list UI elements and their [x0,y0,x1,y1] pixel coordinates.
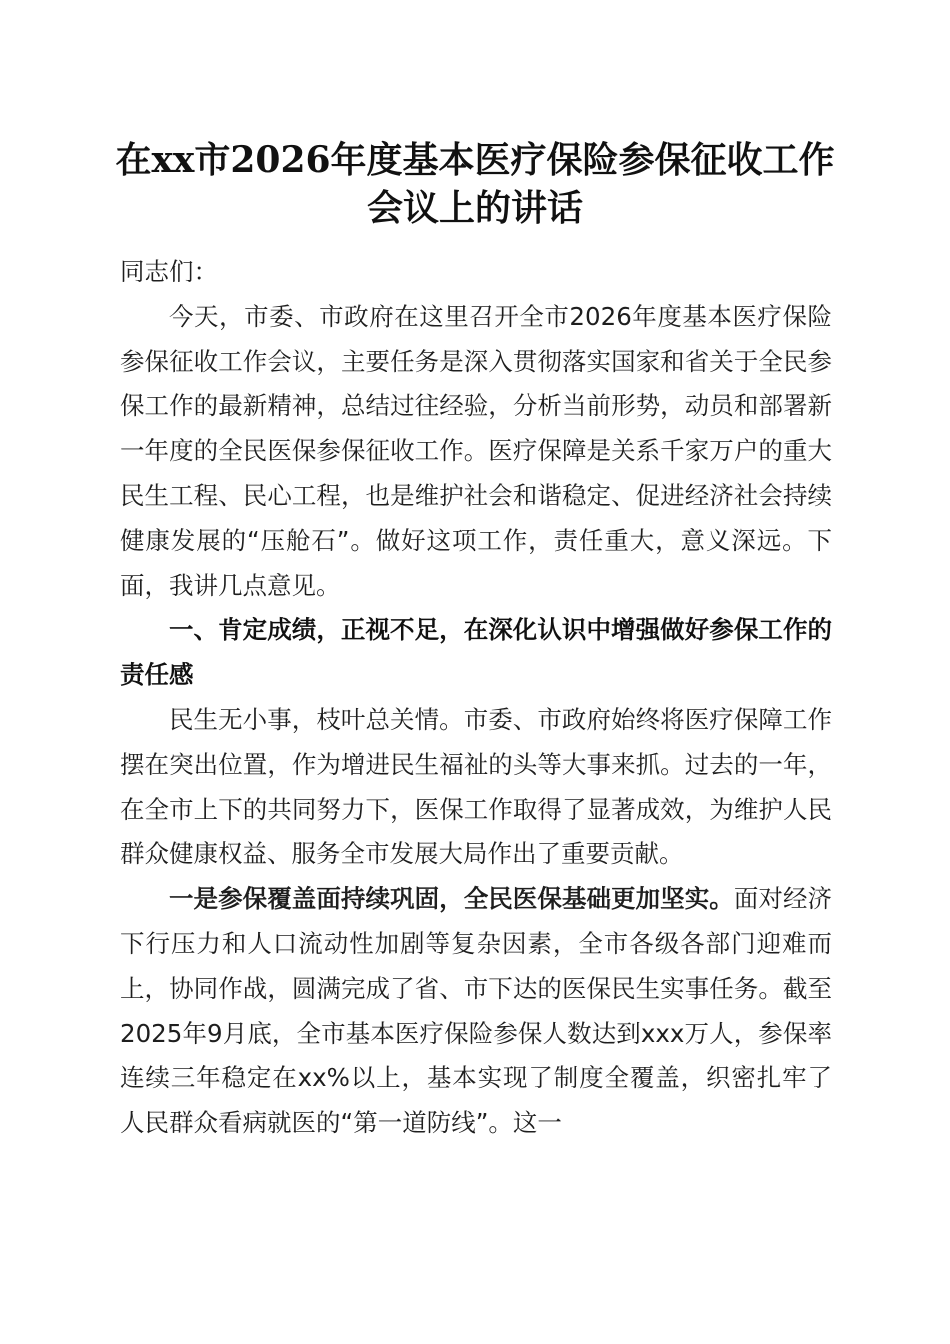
paragraph-achievements-intro: 民生无小事，枝叶总关情。市委、市政府始终将医疗保障工作摆在突出位置，作为增进民生福祉的头等大事来抓。过去的一年，在全市上下的共同努力下，医保工作取得了显著成效，为维护人民群众健康权益、服务全市发展大局作出了重要贡献。 [120,704,832,869]
section-heading-1: 一、肯定成绩，正视不足，在深化认识中增强做好参保工作的责任感 [120,615,832,690]
paragraph-opening: 今天，市委、市政府在这里召开全市2026年度基本医疗保险参保征收工作会议，主要任务是深入贯彻落实国家和省关于全民参保工作的最新精神，总结过往经验，分析当前形势，动员和部署新一年度的全民医保参保征收工作。医疗保障是关系千家万户的重大民生工程、民心工程，也是维护社会和谐稳定、促进经济社会持续健康发展的“压舱石”。做好这项工作，责任重大，意义深远。下面，我讲几点意见。 [120,301,832,600]
title-line-2: 会议上的讲话 [366,187,583,229]
paragraph-coverage [120,877,832,1146]
paragraph-lead-sentence: 一是参保覆盖面持续巩固，全民医保基础更加坚实。 [169,884,734,914]
paragraph-coverage-text: 面对经济下行压力和人口流动性加剧等复杂因素，全市各级各部门迎难而上，协同作战，圆满完成了省、市下达的医保民生实事任务。截至2025年9月底，全市基本医疗保险参保人数达到xxx万人，参保率连续三年稳定在xx%以上，基本实现了制度全覆盖，织密扎牢了人民群众看病就医的“第一道防线”。这一 [120,884,833,1138]
title-line-1: 在xx市2026年度基本医疗保险参保征收工作 [115,139,835,181]
salutation: 同志们： [120,257,218,286]
document-title [100,136,850,232]
document-body [120,250,832,1146]
